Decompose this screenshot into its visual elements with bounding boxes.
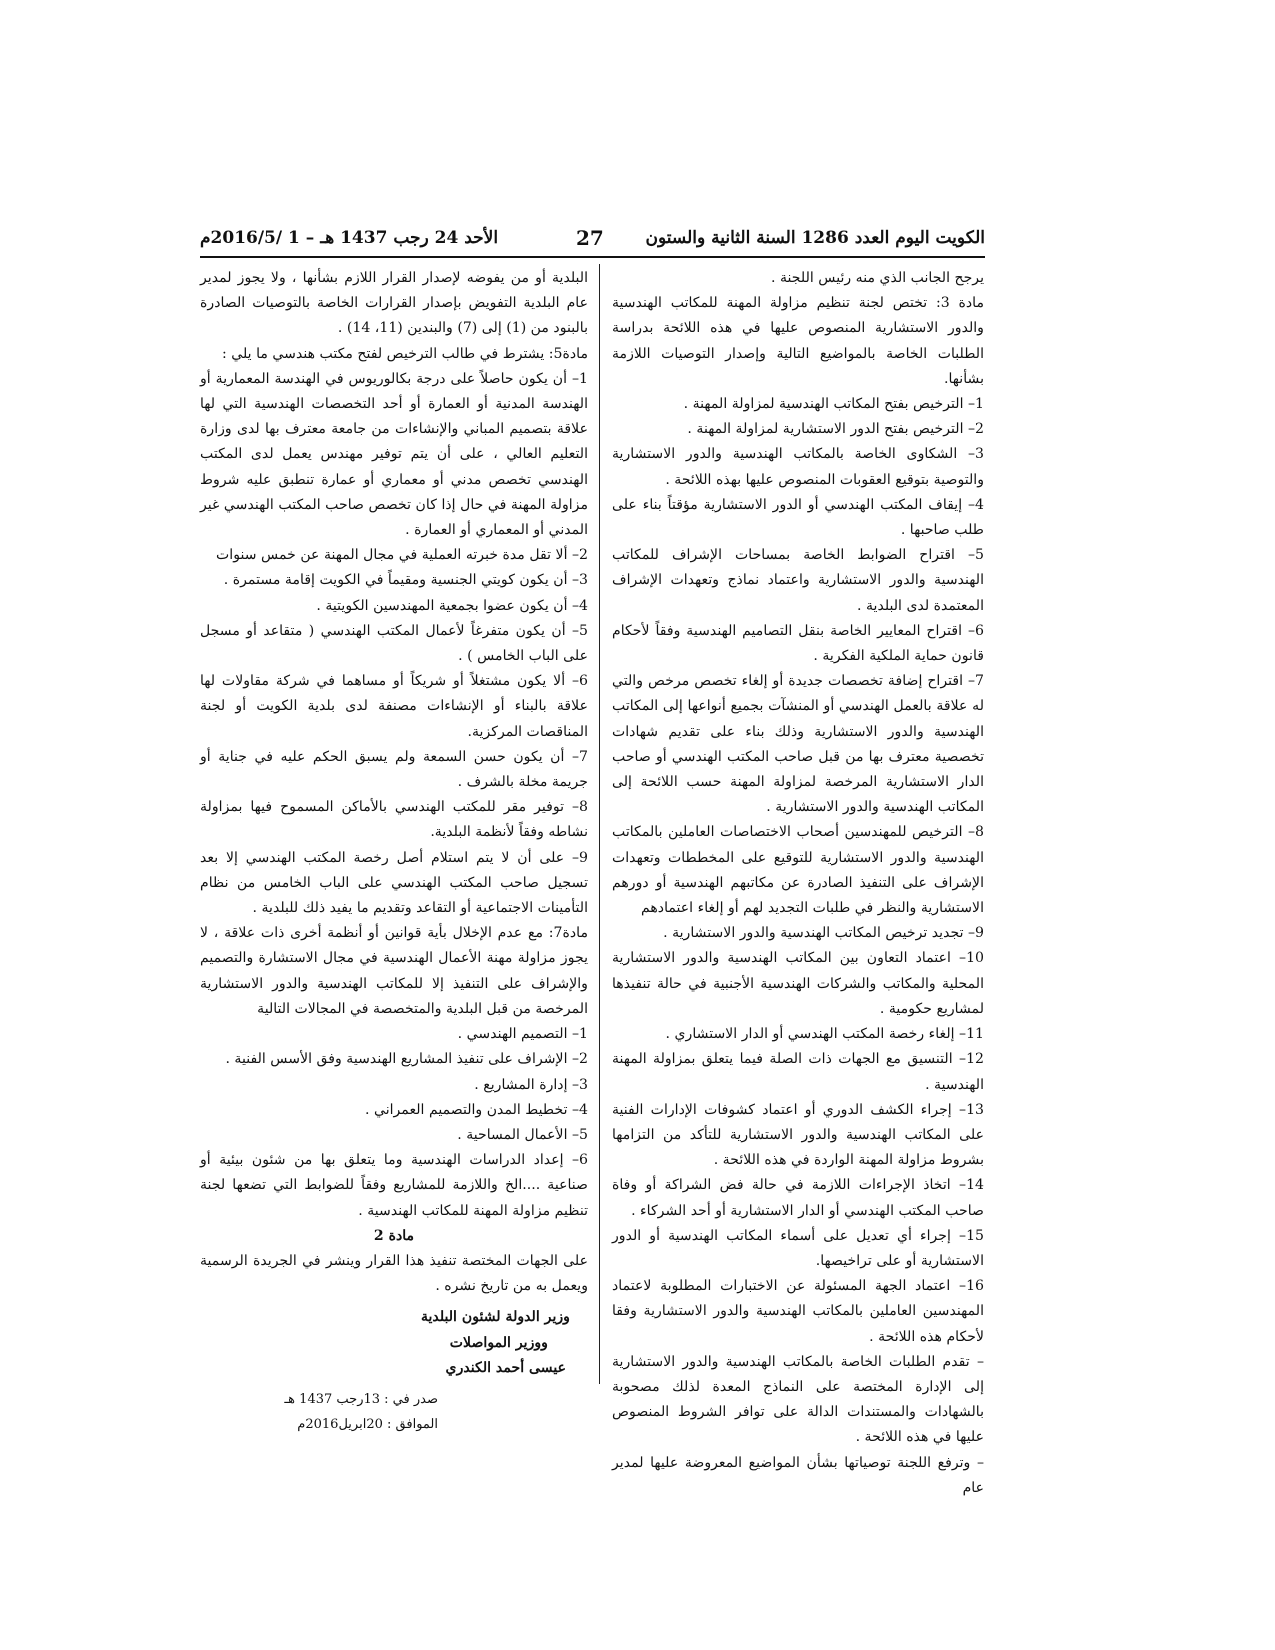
paragraph: 15– إجراء أي تعديل على أسماء المكاتب الهندسية أو الدور الاستشارية أو على تراخيصها. — [612, 1227, 984, 1269]
paragraph: 1– الترخيص بفتح المكاتب الهندسية لمزاولة المهنة . — [683, 396, 984, 413]
paragraph: 3– إدارة المشاريع . — [474, 1076, 588, 1093]
column-divider — [599, 264, 600, 1384]
paragraph: مادة5: يشترط في طالب الترخيص لفتح مكتب هندسي ما يلي : — [222, 345, 588, 362]
page-header — [200, 226, 985, 256]
paragraph: 5– أن يكون متفرغاً لأعمال المكتب الهندسي ( متقاعد أو مسجل على الباب الخامس ) . — [200, 622, 588, 665]
issue-date: الأحد 24 رجب 1437 هـ – 1 /2016/5م — [200, 228, 499, 248]
page-number: 27 — [576, 226, 604, 250]
paragraph: 2– الترخيص بفتح الدور الاستشارية لمزاولة المهنة . — [687, 421, 984, 438]
paragraph: 6– اقتراح المعايير الخاصة بنقل التصاميم الهندسية وفقاً لأحكام قانون حماية الملكية الفكرية . — [612, 622, 984, 665]
left-column — [200, 266, 588, 1437]
paragraph: 11– إلغاء رخصة المكتب الهندسي أو الدار الاستشاري . — [665, 1026, 984, 1043]
issued-block — [200, 1387, 588, 1437]
paragraph: 2– ألا تقل مدة خبرته العملية في مجال المهنة عن خمس سنوات — [216, 547, 588, 564]
paragraph: يرجح الجانب الذي منه رئيس اللجنة . — [771, 270, 984, 286]
paragraph: 16– اعتماد الجهة المسئولة عن الاختبارات المطلوبة لاعتماد المهندسين العاملين بالمكاتب الهندسية والدور الاستشارية وفقا لأحكام هذه اللائحة . — [612, 1278, 984, 1345]
article-2-text: على الجهات المختصة تنفيذ هذا القرار وينشر في الجريدة الرسمية ويعمل به من تاريخ نشره . — [200, 1252, 588, 1295]
paragraph: 9– على أن لا يتم استلام أصل رخصة المكتب الهندسي إلا بعد تسجيل صاحب المكتب الهندسي على الباب الخامس من نظام التأمينات الاجتماعية أو التقاعد وتقديم ما يفيد ذلك للبلدية . — [200, 849, 588, 917]
paragraph: 6– إعداد الدراسات الهندسية وما يتعلق بها من شئون بيئية أو صناعية ....الخ واللازمة للمشاريع وفقاً للضوابط التي تضعها لجنة تنظيم مزاولة المهنة للمكاتب الهندسية . — [200, 1152, 588, 1219]
paragraph: 4– تخطيط المدن والتصميم العمراني . — [364, 1101, 588, 1118]
paragraph: 4– أن يكون عضوا بجمعية المهندسين الكويتية . — [316, 597, 588, 614]
paragraph: البلدية أو من يفوضه لإصدار القرار اللازم بشأنها ، ولا يجوز لمدير عام البلدية التفويض بإصدار القرارات الخاصة بالتوصيات الصادرة بالبنود من (1) إلى (7) والبندين (11، 14) . — [200, 270, 588, 337]
paragraph: 3– أن يكون كويتي الجنسية ومقيماً في الكويت إقامة مستمرة . — [223, 572, 588, 589]
header-rule — [200, 256, 985, 258]
paragraph: 5– الأعمال المساحية . — [457, 1126, 588, 1143]
paragraph: 8– توفير مقر للمكتب الهندسي بالأماكن المسموح فيها بمزاولة نشاطه وفقاً لأنظمة البلدية. — [200, 799, 588, 841]
paragraph: مادة7: مع عدم الإخلال بأية قوانين أو أنظمة أخرى ذات علاقة ، لا يجوز مزاولة مهنة الأعمال الهندسية في مجال الاستشارة والتصميم والإشراف على التنفيذ إلا للمكاتب الهندسية والدور الاستشارية المرخصة من قبل البلدية والمتخصصة في المجالات التالية — [200, 925, 588, 1017]
paragraph: – تقدم الطلبات الخاصة بالمكاتب الهندسية والدور الاستشارية إلى الإدارة المختصة على النماذج المعدة لذلك مصحوبة بالشهادات والمستندات الدالة على توافر الشروط المنصوص عليها في هذه اللائحة . — [612, 1353, 984, 1446]
right-column — [612, 266, 984, 1501]
paragraph: 12– التنسيق مع الجهات ذات الصلة فيما يتعلق بمزاولة المهنة الهندسية . — [612, 1051, 984, 1093]
paragraph: 14– اتخاذ الإجراءات اللازمة في حالة فض الشراكة أو وفاة صاحب المكتب الهندسي أو الدار الاستشارية أو أحد الشركاء . — [612, 1177, 984, 1219]
issued-date-gregorian: الموافق : 20ابريل2016م — [297, 1417, 438, 1433]
signature-name: عيسى أحمد الكندري — [445, 1359, 566, 1376]
paragraph: 1– أن يكون حاصلاً على درجة بكالوريوس في الهندسة المعمارية أو الهندسة المدنية أو العمارة أو أحد التخصصات الهندسية التي لها علاقة بتصميم المباني والإنشاءات من جامعة معترف بها لدى وزارة التعليم العالي ، على أن يتم توفير مهندس يعمل لدى المكتب الهندسي تخصص مدني أو معماري أو عمارة تنطبق عليه شروط مزاولة المهنة في حال إذا كان تخصص صاحب المكتب الهندسي غير المدني أو المعماري أو العمارة . — [200, 370, 588, 539]
publication-title: الكويت اليوم العدد 1286 السنة الثانية والستون — [645, 228, 985, 248]
paragraph: 6– ألا يكون مشتغلاً أو شريكاً أو مساهما في شركة مقاولات لها علاقة بالبناء أو الإنشاءات مصنفة لدى بلدية الكويت أو لجنة المناقصات المركزية. — [200, 673, 588, 740]
issued-date-hijri: صدر في : 13رجب 1437 هـ — [284, 1391, 438, 1407]
signature-title: وزير الدولة لشئون البلدية — [420, 1309, 570, 1326]
paragraph: 3– الشكاوى الخاصة بالمكاتب الهندسية والدور الاستشارية والتوصية بتوقيع العقوبات المنصوص عليها بهذه اللائحة . — [612, 446, 984, 488]
paragraph: مادة 3: تختص لجنة تنظيم مزاولة المهنة للمكاتب الهندسية والدور الاستشارية المنصوص عليها في هذه اللائحة بدراسة الطلبات الخاصة بالمواضيع التالية وإصدار التوصيات اللازمة بشأنها. — [612, 295, 985, 387]
article-2-heading: مادة 2 — [373, 1227, 415, 1244]
paragraph: 9– تجديد ترخيص المكاتب الهندسية والدور الاستشارية . — [663, 925, 984, 942]
paragraph: 8– الترخيص للمهندسين أصحاب الاختصاصات العاملين بالمكاتب الهندسية والدور الاستشارية للتوقيع على المخططات وتعهدات الإشراف على التنفيذ الصادرة عن مكاتبهم الهندسية أو دورهم الاستشارية والنظر في طلبات التجديد لهم أو إلغاء اعتمادهم — [612, 824, 984, 917]
paragraph: 4– إيقاف المكتب الهندسي أو الدور الاستشارية مؤقتاً بناء على طلب صاحبها . — [612, 496, 984, 539]
paragraph: – وترفع اللجنة توصياتها بشأن المواضيع المعروضة عليها لمدير عام — [612, 1454, 984, 1496]
paragraph: 7– أن يكون حسن السمعة ولم يسبق الحكم عليه في جناية أو جريمة مخلة بالشرف . — [200, 748, 588, 791]
signature-title-2: ووزير المواصلات — [449, 1334, 548, 1351]
paragraph: 1– التصميم الهندسي . — [457, 1026, 588, 1043]
paragraph: 7– اقتراح إضافة تخصصات جديدة أو إلغاء تخصص مرخص والتي له علاقة بالعمل الهندسي أو المنشآت بجميع أنواعها إلى المكاتب الهندسية والدور الاستشارية وذلك بناء على تقديم شهادات تخصصية معترف بها من قبل صاحب المكتب الهندسي أو صاحب الدار الاستشارية المرخصة لمزاولة المهنة حسب اللائحة إلى المكاتب الهندسية والدور الاستشارية . — [612, 673, 984, 816]
paragraph: 10– اعتماد التعاون بين المكاتب الهندسية والدور الاستشارية المحلية والمكاتب والشركات الهندسية الأجنبية في حالة تنفيذها لمشاريع حكومية . — [612, 950, 984, 1017]
signature-block — [200, 1305, 588, 1381]
paragraph: 5– اقتراح الضوابط الخاصة بمساحات الإشراف للمكاتب الهندسية والدور الاستشارية واعتماد نماذج وتعهدات الإشراف المعتمدة لدى البلدية . — [612, 547, 984, 614]
paragraph: 13– إجراء الكشف الدوري أو اعتماد كشوفات الإدارات الفنية على المكاتب الهندسية والدور الاستشارية للتأكد من التزامها بشروط مزاولة المهنة الواردة في هذه اللائحة . — [612, 1101, 984, 1169]
paragraph: 2– الإشراف على تنفيذ المشاريع الهندسية وفق الأسس الفنية . — [225, 1051, 588, 1068]
